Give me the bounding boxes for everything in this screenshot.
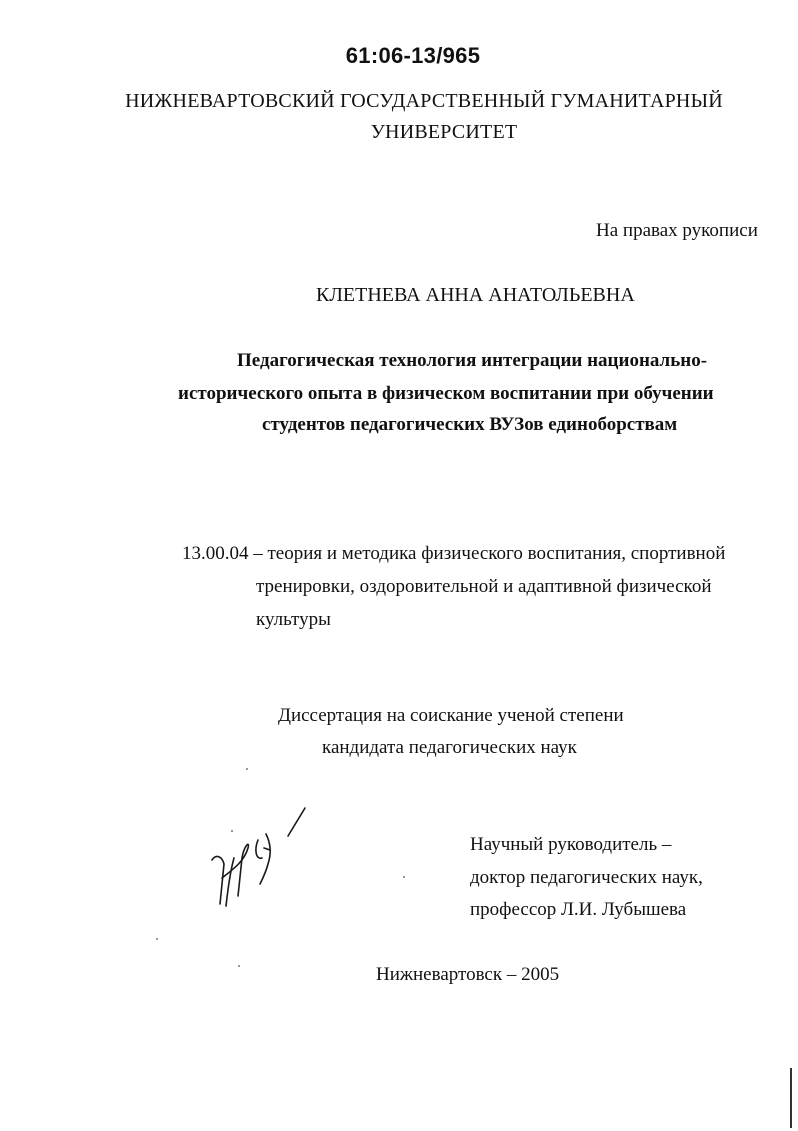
catalog-code: 61:06-13/965 [345,43,481,68]
specialty-line2: тренировки, оздоровительной и адаптивной физической [256,576,712,597]
dissertation-title-line2: исторического опыта в физическом воспитании при обучении [178,383,714,404]
manuscript-rights-note: На правах рукописи [596,220,758,241]
supervisor-name: профессор Л.И. Лубышева [470,899,687,920]
university-name-line1: НИЖНЕВАРТОВСКИЙ ГОСУДАРСТВЕННЫЙ ГУМАНИТАРНЫЙ [125,90,723,112]
supervisor-label: Научный руководитель – [470,834,672,855]
dissertation-title-line3: студентов педагогических ВУЗов единоборствам [262,414,678,435]
dissertation-title-line1: Педагогическая технология интеграции национально- [237,350,708,371]
scan-speck [238,965,240,967]
specialty-line3: культуры [256,609,331,630]
scan-speck [246,768,248,770]
city-year: Нижневартовск – 2005 [376,964,560,985]
supervisor-degree: доктор педагогических наук, [470,867,703,888]
specialty-line1: 13.00.04 – теория и методика физического воспитания, спортивной [182,543,726,564]
scan-speck [231,830,233,832]
university-name-line2: УНИВЕРСИТЕТ [370,121,518,143]
degree-statement-line1: Диссертация на соискание ученой степени [278,705,624,726]
scan-edge-mark [790,1068,792,1128]
scan-speck [156,938,158,940]
author-name: КЛЕТНЕВА АННА АНАТОЛЬЕВНА [316,284,635,306]
degree-statement-line2: кандидата педагогических наук [322,737,577,758]
handwritten-signature [200,800,320,920]
scan-speck [403,876,405,878]
